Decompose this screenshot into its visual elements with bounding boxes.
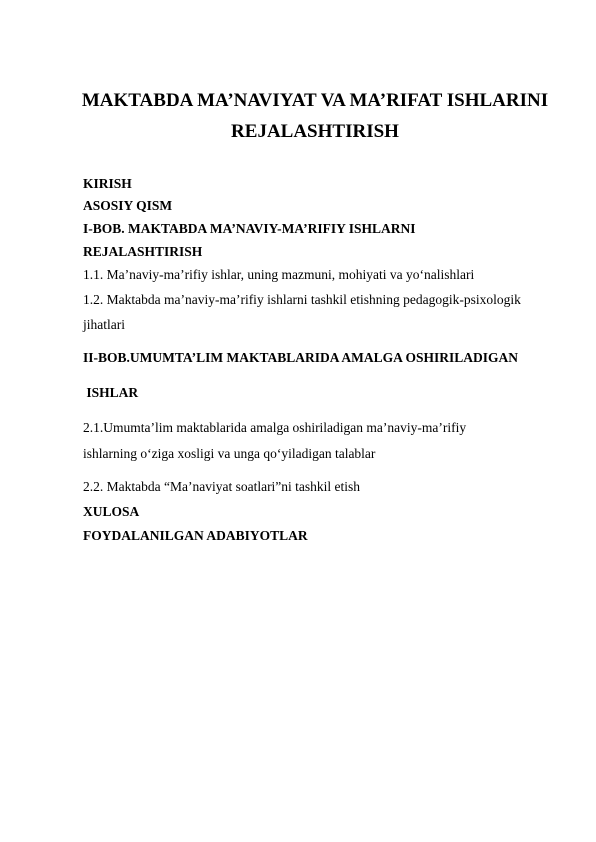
toc-asosiy-qism: ASOSIY QISM bbox=[83, 198, 173, 213]
document-title-line-1: MAKTABDA MA’NAVIYAT VA MA’RIFAT ISHLARINI bbox=[81, 90, 549, 111]
toc-xulosa: XULOSA bbox=[83, 504, 140, 519]
toc-chapter-1-line-2: REJALASHTIRISH bbox=[83, 244, 203, 259]
document-title-line-2: REJALASHTIRISH bbox=[231, 121, 399, 142]
toc-section-2-1-line-1: 2.1.Umumta’lim maktablarida amalga oshiriladigan ma’naviy-ma’rifiy bbox=[83, 420, 467, 435]
toc-chapter-2-line-2: ISHLAR bbox=[83, 385, 139, 400]
toc-section-1-2-line-2: jihatlari bbox=[83, 317, 125, 332]
toc-chapter-1-line-1: I-BOB. MAKTABDA MA’NAVIY-MA’RIFIY ISHLARNI bbox=[83, 221, 416, 236]
toc-adabiyotlar: FOYDALANILGAN ADABIYOTLAR bbox=[83, 528, 308, 543]
toc-kirish: KIRISH bbox=[83, 176, 132, 191]
toc-section-1-2-line-1: 1.2. Maktabda ma’naviy-ma’rifiy ishlarni tashkil etishning pedagogik-psixologik bbox=[83, 292, 521, 307]
toc-chapter-2-line-1: II-BOB.UMUMTA’LIM MAKTABLARIDA AMALGA OSHIRILADIGAN bbox=[83, 350, 519, 365]
toc-section-2-2: 2.2. Maktabda “Ma’naviyat soatlari”ni tashkil etish bbox=[83, 479, 361, 494]
toc-section-1-1: 1.1. Ma’naviy-ma’rifiy ishlar, uning mazmuni, mohiyati va yo‘nalishlari bbox=[83, 267, 475, 282]
toc-section-2-1-line-2: ishlarning o‘ziga xosligi va unga qo‘yiladigan talablar bbox=[83, 446, 376, 461]
